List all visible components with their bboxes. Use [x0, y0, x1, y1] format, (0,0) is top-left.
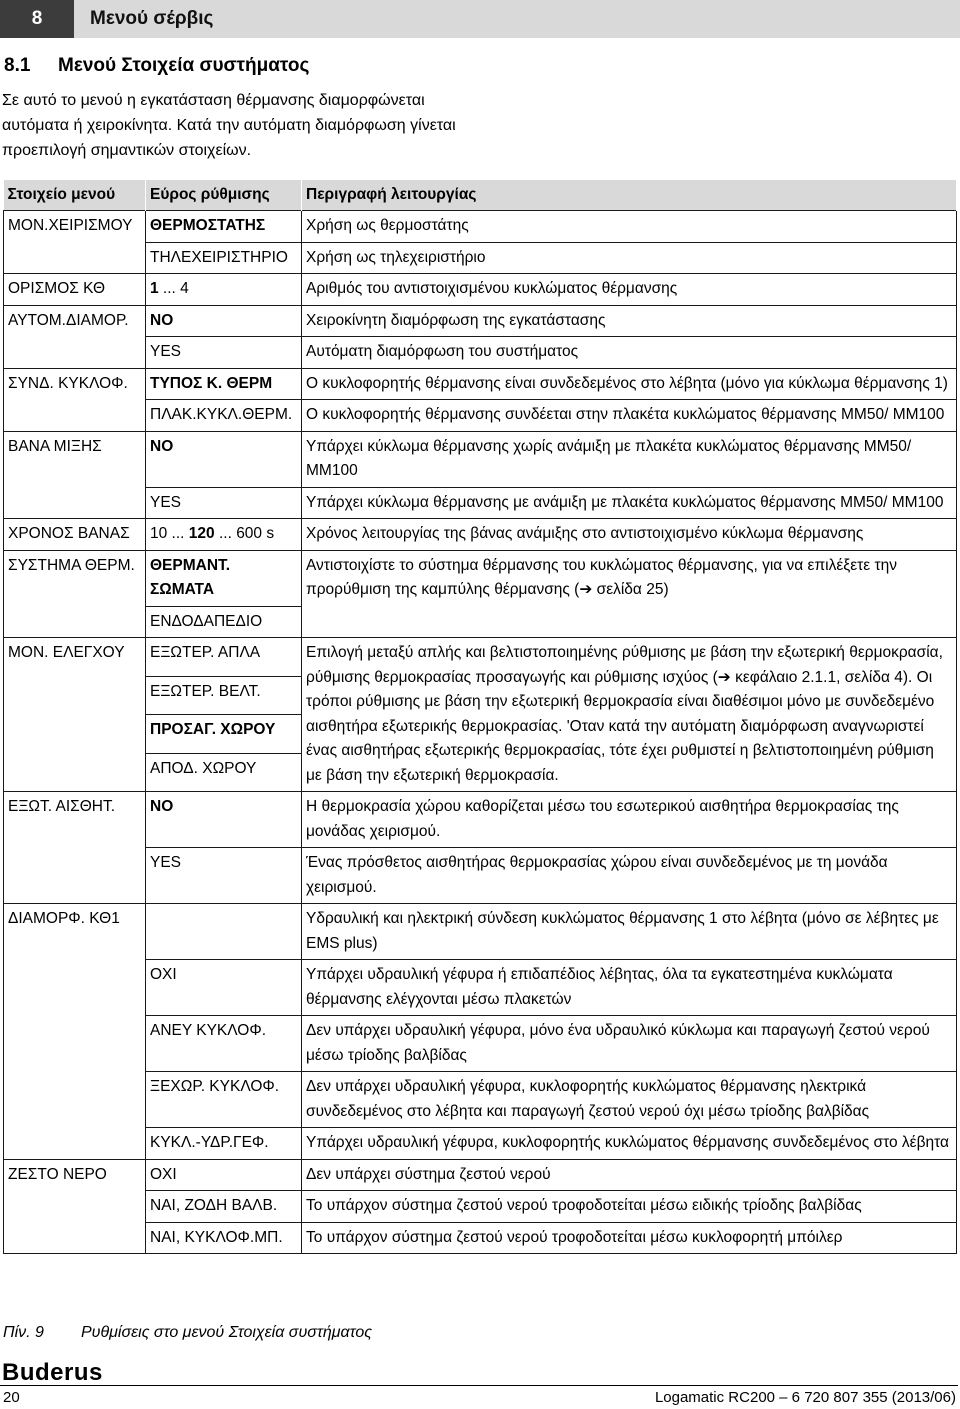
range-cell [146, 904, 302, 960]
chapter-title: Μενού σέρβις [90, 8, 214, 29]
table-row [4, 368, 957, 400]
intro-line: Σε αυτό το μενού η εγκατάσταση θέρμανσης διαμορφώνεται [2, 92, 425, 109]
description-cell: Η θερμοκρασία χώρου καθορίζεται μέσω του εσωτερικού αισθητήρα θερμοκρασίας της μονάδας χειρισμού. [302, 792, 957, 848]
menu-item-cell [4, 753, 146, 792]
table-row [4, 792, 957, 848]
menu-item-cell: ΟΡΙΣΜΟΣ ΚΘ [4, 274, 146, 306]
description-cell: Χειροκίνητη διαμόρφωση της εγκατάστασης [302, 305, 957, 337]
column-header-range: Εύρος ρύθμισης [146, 180, 302, 211]
table-header-row [4, 180, 957, 211]
description-cell: Αριθμός του αντιστοιχισμένου κυκλώματος θέρμανσης [302, 274, 957, 306]
menu-item-cell [4, 400, 146, 432]
range-cell: YES [146, 337, 302, 369]
range-cell: ΑΠΟΔ. ΧΩΡΟΥ [146, 753, 302, 792]
footer-divider [0, 1385, 958, 1386]
description-cell: Υπάρχει υδραυλική γέφυρα ή επιδαπέδιος λέβητας, όλα τα εγκατεστημένα κυκλώματα θέρμανσης ελέγχονται μέσω πλακετών [302, 960, 957, 1016]
menu-item-cell [4, 337, 146, 369]
range-cell: YES [146, 487, 302, 519]
description-text: Επιλογή μεταξύ απλής και βελτιστοποιημένης ρύθμισης με βάση την εξωτερική θερμοκρασία, ρύθμισης θερμοκρασίας προσαγωγής και ρύθμισης ισχύος ( [306, 644, 943, 686]
menu-item-cell: ΖΕΣΤΟ ΝΕΡΟ [4, 1159, 146, 1191]
table-row [4, 848, 957, 904]
section-number: 8.1 [4, 55, 31, 76]
intro-line: αυτόματα ή χειροκίνητα. Κατά την αυτόματη διαμόρφωση γίνεται [2, 117, 456, 134]
description-cell: Το υπάρχον σύστημα ζεστού νερού τροφοδοτείται μέσω κυκλοφορητή μπόιλερ [302, 1222, 957, 1254]
range-cell [146, 274, 302, 306]
range-min: 10 ... [150, 525, 189, 542]
range-cell: ΠΡΟΣΑΓ. ΧΩΡΟΥ [146, 715, 302, 754]
range-default-value: 120 [188, 525, 215, 542]
description-cell: Υπάρχει κύκλωμα θέρμανσης χωρίς ανάμιξη με πλακέτα κυκλώματος θέρμανσης MM50/ MM100 [302, 431, 957, 487]
range-cell: ΞΕΧΩΡ. ΚΥΚΛΟΦ. [146, 1072, 302, 1128]
description-cell: Αυτόματη διαμόρφωση του συστήματος [302, 337, 957, 369]
section-heading [4, 52, 309, 80]
table-row [4, 1128, 957, 1160]
description-cell: Ο κυκλοφορητής θέρμανσης συνδέεται στην πλακέτα κυκλώματος θέρμανσης MM50/ MM100 [302, 400, 957, 432]
menu-item-cell [4, 960, 146, 1016]
intro-paragraph [2, 88, 472, 163]
range-rest: ... 600 s [214, 525, 275, 542]
range-cell: ΝΑΙ, ΚΥΚΛΟΦ.ΜΠ. [146, 1222, 302, 1254]
column-header-description: Περιγραφή λειτουργίας [302, 180, 957, 211]
table-row [4, 1016, 957, 1072]
menu-item-cell [4, 1016, 146, 1072]
range-cell: ΘΕΡΜΑΝΤ. ΣΩΜΑΤΑ [146, 550, 302, 606]
menu-item-cell: ΣΥΣΤΗΜΑ ΘΕΡΜ. [4, 550, 146, 606]
menu-item-cell: ΕΞΩΤ. ΑΙΣΘΗΤ. [4, 792, 146, 848]
range-cell: ΟΧΙ [146, 960, 302, 1016]
chapter-number: 8 [0, 0, 74, 38]
menu-item-cell: ΑΥΤΟΜ.ΔΙΑΜΟΡ. [4, 305, 146, 337]
description-cell: Υπάρχει κύκλωμα θέρμανσης με ανάμιξη με πλακέτα κυκλώματος θέρμανσης MM50/ MM100 [302, 487, 957, 519]
menu-item-cell [4, 1191, 146, 1223]
menu-item-cell [4, 715, 146, 754]
table-row [4, 305, 957, 337]
range-cell: ΠΛΑΚ.ΚΥΚΛ.ΘΕΡΜ. [146, 400, 302, 432]
range-cell: ΤΗΛΕΧΕΙΡΙΣΤΗΡΙΟ [146, 242, 302, 274]
range-cell: ΚΥΚΛ.-ΥΔΡ.ΓΕΦ. [146, 1128, 302, 1160]
range-cell: ΑΝΕΥ ΚΥΚΛΟΦ. [146, 1016, 302, 1072]
description-cell: Υδραυλική και ηλεκτρική σύνδεση κυκλώματος θέρμανσης 1 στο λέβητα (μόνο σε λέβητες με EMS plus) [302, 904, 957, 960]
table-row [4, 274, 957, 306]
range-rest: ... 4 [158, 280, 189, 297]
description-cell: Χρόνος λειτουργίας της βάνας ανάμιξης στο αντιστοιχισμένο κύκλωμα θέρμανσης [302, 519, 957, 551]
range-cell: NO [146, 431, 302, 487]
table-row [4, 519, 957, 551]
menu-item-cell [4, 242, 146, 274]
arrow-right-icon: ➔ [579, 581, 593, 598]
description-cell: Χρήση ως θερμοστάτης [302, 211, 957, 243]
menu-item-cell [4, 848, 146, 904]
menu-item-cell: ΜΟΝ. ΕΛΕΓΧΟΥ [4, 638, 146, 677]
table-row [4, 487, 957, 519]
description-cell: Δεν υπάρχει υδραυλική γέφυρα, κυκλοφορητής κυκλώματος θέρμανσης ηλεκτρικά συνδεδεμένος στο λέβητα και παραγωγή ζεστού νερού όχι μέσω τρίοδης βαλβίδας [302, 1072, 957, 1128]
description-cell: Δεν υπάρχει σύστημα ζεστού νερού [302, 1159, 957, 1191]
table-row [4, 1159, 957, 1191]
range-cell [146, 519, 302, 551]
table-row [4, 1222, 957, 1254]
table-row [4, 638, 957, 677]
description-text: κεφάλαιο 2.1.1, σελίδα 4). Οι τρόποι ρύθμισης με βάση την εξωτερική θερμοκρασία είναι διαθέσιμοι μόνο με συνδεδεμένο αισθητήρα εξωτερικής θερμοκρασίας. 'Οταν κατά την αυτόματη διαμόρφωση αναγνωριστεί ένας αισθητήρας εξωτερικής θερμοκρασίας, τότε έχει ρυθμιστεί η βελτιστοποιημένη ρύθμιση με βάση την εξωτερική θερμοκρασία. [306, 668, 935, 784]
table-row [4, 400, 957, 432]
range-cell: ΤΥΠΟΣ Κ. ΘΕΡΜ [146, 368, 302, 400]
table-row [4, 1072, 957, 1128]
description-cell [302, 638, 957, 792]
description-cell: Δεν υπάρχει υδραυλική γέφυρα, μόνο ένα υδραυλικό κύκλωμα και παραγωγή ζεστού νερού μέσω τρίοδης βαλβίδας [302, 1016, 957, 1072]
range-cell: NO [146, 305, 302, 337]
menu-item-cell: ΜΟΝ.ΧΕΙΡΙΣΜΟΥ [4, 211, 146, 243]
range-cell: ΝΑΙ, ΖΟΔΗ ΒΑΛΒ. [146, 1191, 302, 1223]
description-text: σελίδα 25) [592, 581, 669, 598]
arrow-right-icon: ➔ [717, 668, 731, 686]
range-cell: NO [146, 792, 302, 848]
menu-item-cell [4, 487, 146, 519]
description-cell: Ο κυκλοφορητής θέρμανσης είναι συνδεδεμένος στο λέβητα (μόνο για κύκλωμα θέρμανσης 1) [302, 368, 957, 400]
range-default-value: 1 [150, 280, 159, 297]
range-cell: ΕΞΩΤΕΡ. ΑΠΛΑ [146, 638, 302, 677]
description-cell: Ένας πρόσθετος αισθητήρας θερμοκρασίας χώρου είναι συνδεδεμένος με τη μονάδα χειρισμού. [302, 848, 957, 904]
range-cell: ΕΞΩΤΕΡ. ΒΕΛΤ. [146, 676, 302, 715]
table-row [4, 960, 957, 1016]
settings-table [3, 180, 957, 1254]
range-cell: ΟΧΙ [146, 1159, 302, 1191]
menu-item-cell: ΒΑΝΑ ΜΙΞΗΣ [4, 431, 146, 487]
table-row [4, 550, 957, 606]
column-header-item: Στοιχείο μενού [4, 180, 146, 211]
description-cell: Το υπάρχον σύστημα ζεστού νερού τροφοδοτείται μέσω ειδικής τρίοδης βαλβίδας [302, 1191, 957, 1223]
table-row [4, 904, 957, 960]
caption-text: Ρυθμίσεις στο μενού Στοιχεία συστήματος [81, 1324, 373, 1341]
table-row [4, 431, 957, 487]
table-row [4, 337, 957, 369]
table-row [4, 211, 957, 243]
menu-item-cell [4, 1222, 146, 1254]
description-cell: Χρήση ως τηλεχειριστήριο [302, 242, 957, 274]
menu-item-cell: ΔΙΑΜΟΡΦ. ΚΘ1 [4, 904, 146, 960]
document-reference: Logamatic RC200 – 6 720 807 355 (2013/06) [654, 1389, 956, 1406]
page-number: 20 [3, 1389, 20, 1406]
menu-item-cell: ΧΡΟΝΟΣ ΒΑΝΑΣ [4, 519, 146, 551]
range-cell: ΘΕΡΜΟΣΤΑΤΗΣ [146, 211, 302, 243]
range-cell: ΕΝΔΟΔΑΠΕΔΙΟ [146, 606, 302, 638]
caption-label: Πίν. 9 [3, 1324, 44, 1341]
menu-item-cell [4, 1072, 146, 1128]
menu-item-cell [4, 1128, 146, 1160]
description-text: Αντιστοιχίστε το σύστημα θέρμανσης του κυκλώματος θέρμανσης, για να επιλέξετε την προρύθμιση της καμπύλης θέρμανσης ( [306, 556, 897, 598]
section-title: Μενού Στοιχεία συστήματος [58, 55, 310, 76]
description-cell: Υπάρχει υδραυλική γέφυρα, κυκλοφορητής κυκλώματος θέρμανσης συνδεδεμένος στο λέβητα [302, 1128, 957, 1160]
menu-item-cell [4, 676, 146, 715]
table-row [4, 242, 957, 274]
description-cell [302, 550, 957, 638]
table-row [4, 1191, 957, 1223]
menu-item-cell: ΣΥΝΔ. ΚΥΚΛΟΦ. [4, 368, 146, 400]
buderus-logo: Buderus [2, 1359, 103, 1386]
menu-item-cell [4, 606, 146, 638]
table-caption [3, 1321, 372, 1345]
intro-line: προεπιλογή σημαντικών στοιχείων. [2, 142, 252, 159]
range-cell: YES [146, 848, 302, 904]
